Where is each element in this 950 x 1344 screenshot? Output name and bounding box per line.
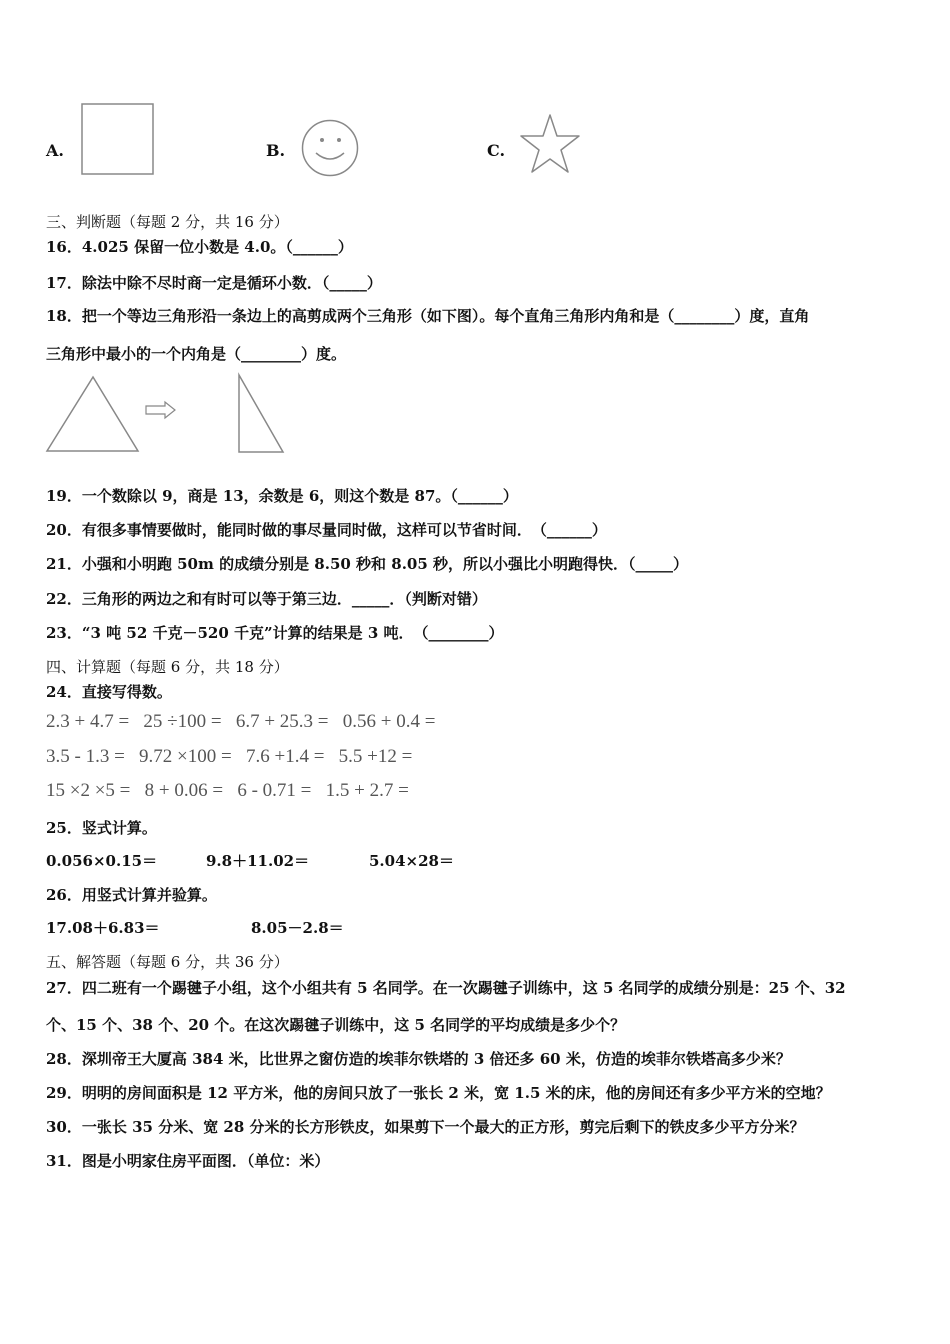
- question-21: 21．小强和小明跑 50m 的成绩分别是 8.50 秒和 8.05 秒，所以小强比小明跑得快．（_____）: [46, 555, 689, 573]
- question-24-row-3: 15 ×2 ×5 = 8 + 0.06 = 6 - 0.71 = 1.5 + 2.7 =: [46, 780, 409, 801]
- question-17: 17．除法中除不尽时商一定是循环小数．（_____）: [46, 274, 382, 292]
- section-3-heading: 三、判断题（每题 2 分，共 16 分）: [46, 213, 289, 231]
- question-23: 23．“3 吨 52 千克－520 千克”计算的结果是 3 吨． （________）: [46, 624, 504, 642]
- section-5-heading: 五、解答题（每题 6 分，共 36 分）: [46, 953, 289, 971]
- question-24: 24．直接写得数。: [46, 683, 172, 701]
- question-31: 31．图是小明家住房平面图．（单位：米）: [46, 1152, 330, 1170]
- question-26-b: 8.05－2.8＝: [251, 919, 344, 937]
- option-b-label: B.: [266, 141, 286, 160]
- star-figure: [519, 113, 581, 175]
- arrow-right-icon: [145, 401, 177, 419]
- question-25: 25．竖式计算。: [46, 819, 157, 837]
- question-26: 26．用竖式计算并验算。: [46, 886, 217, 904]
- question-27-line-2: 个、15 个、38 个、20 个。在这次踢毽子训练中，这 5 名同学的平均成绩是多少个？: [46, 1016, 626, 1034]
- smiley-face-figure: [301, 119, 361, 177]
- section-4-heading: 四、计算题（每题 6 分，共 18 分）: [46, 658, 289, 676]
- question-16: 16．4.025 保留一位小数是 4.0。（______）: [46, 238, 353, 256]
- question-25-c: 5.04×28＝: [369, 852, 454, 870]
- question-25-b: 9.8＋11.02＝: [206, 852, 310, 870]
- question-20: 20．有很多事情要做时，能同时做的事尽量同时做，这样可以节省时间． （______）: [46, 521, 607, 539]
- question-18-line-1: 18．把一个等边三角形沿一条边上的高剪成两个三角形（如下图）。每个直角三角形内角和是（________）度，直角: [46, 307, 810, 325]
- option-c-label: C.: [487, 141, 506, 160]
- question-30: 30．一张长 35 分米、宽 28 分米的长方形铁皮，如果剪下一个最大的正方形，剪完后剩下的铁皮多少平方分米？: [46, 1118, 805, 1136]
- option-a-label: A.: [46, 141, 64, 160]
- question-28: 28．深圳帝王大厦高 384 米，比世界之窗仿造的埃菲尔铁塔的 3 倍还多 60 米，仿造的埃菲尔铁塔高多少米？: [46, 1050, 791, 1068]
- question-19: 19．一个数除以 9，商是 13，余数是 6，则这个数是 87。（______）: [46, 487, 518, 505]
- question-26-a: 17.08＋6.83＝: [46, 919, 160, 937]
- right-triangle-figure: [237, 374, 285, 454]
- question-27-line-1: 27．四二班有一个踢毽子小组，这个小组共有 5 名同学。在一次踢毽子训练中，这 5 名同学的成绩分别是：25 个、32: [46, 979, 846, 997]
- question-25-a: 0.056×0.15＝: [46, 852, 158, 870]
- equilateral-triangle-figure: [46, 376, 140, 453]
- question-24-row-2: 3.5 - 1.3 = 9.72 ×100 = 7.6 +1.4 = 5.5 +12 =: [46, 746, 413, 767]
- question-18-line-2: 三角形中最小的一个内角是（________）度。: [46, 345, 347, 363]
- question-24-row-1: 2.3 + 4.7 = 25 ÷100 = 6.7 + 25.3 = 0.56 + 0.4 =: [46, 711, 436, 732]
- square-figure: [80, 102, 156, 176]
- question-29: 29．明明的房间面积是 12 平方米，他的房间只放了一张长 2 米，宽 1.5 米的床，他的房间还有多少平方米的空地？: [46, 1084, 831, 1102]
- question-22: 22．三角形的两边之和有时可以等于第三边．_____．（判断对错）: [46, 590, 487, 608]
